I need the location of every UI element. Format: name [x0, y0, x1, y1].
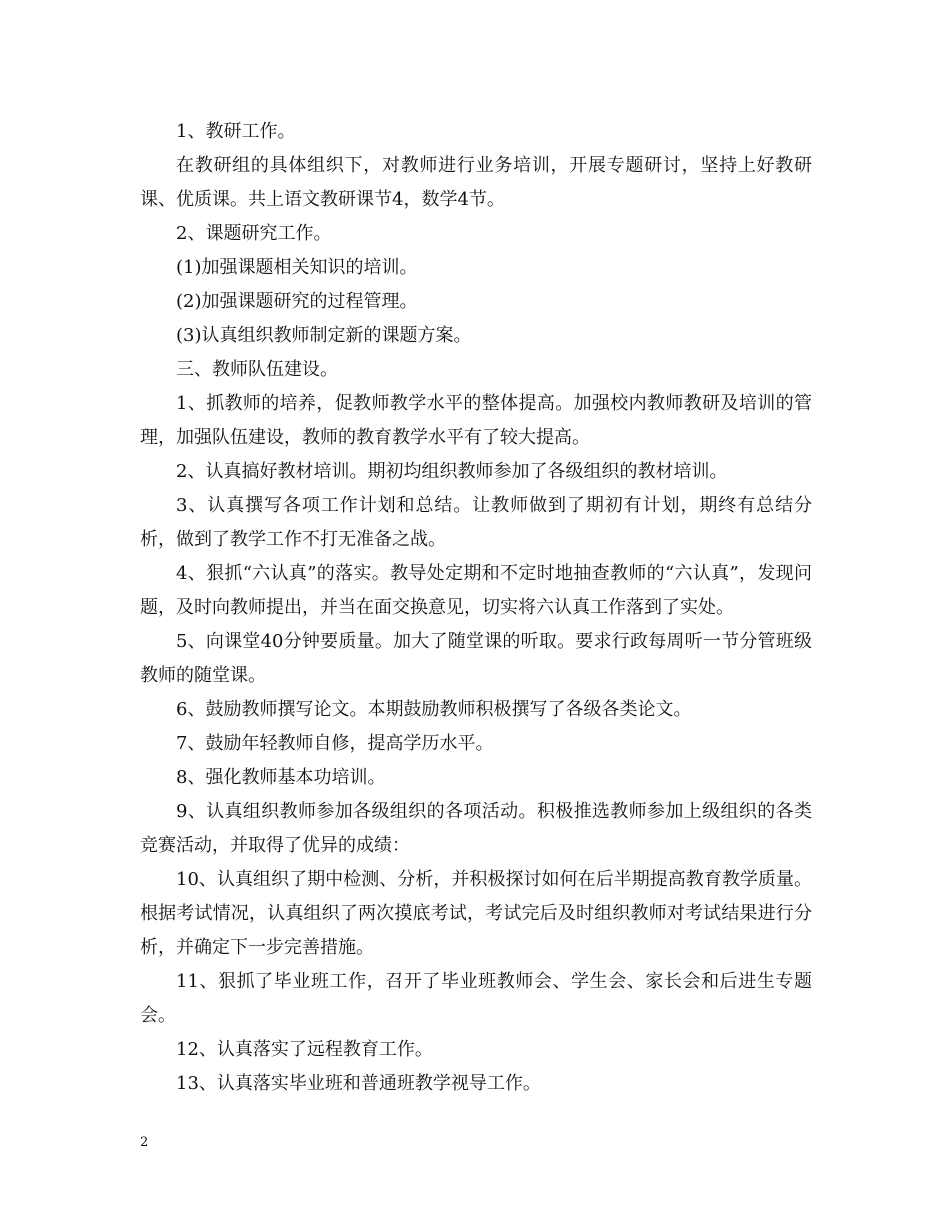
list-item: 3、认真撰写各项工作计划和总结。让教师做到了期初有计划，期终有总结分析，做到了教学工作不打无准备之战。	[140, 495, 812, 550]
section-heading-teacher-team: 三、教师队伍建设。	[176, 359, 338, 380]
document-body	[140, 115, 812, 1101]
page-number: 2	[140, 1135, 149, 1150]
list-item: 5、向课堂40分钟要质量。加大了随堂课的听取。要求行政每周听一节分管班级教师的随堂课。	[140, 631, 812, 686]
paragraph-heading-teaching-research: 1、教研工作。	[176, 121, 296, 142]
list-item: (3)认真组织教师制定新的课题方案。	[176, 325, 472, 346]
list-item: 4、狠抓“六认真”的落实。教导处定期和不定时地抽查教师的“六认真”，发现问题，及时向教师提出，并当在面交换意见，切实将六认真工作落到了实处。	[140, 563, 812, 618]
list-item: 7、鼓励年轻教师自修，提高学历水平。	[176, 733, 494, 754]
list-item: 2、认真搞好教材培训。期初均组织教师参加了各级组织的教材培训。	[176, 461, 728, 482]
list-item: 6、鼓励教师撰写论文。本期鼓励教师积极撰写了各级各类论文。	[176, 699, 692, 720]
list-item: 9、认真组织教师参加各级组织的各项活动。积极推选教师参加上级组织的各类竞赛活动，并取得了优异的成绩：	[140, 801, 812, 856]
list-item: (2)加强课题研究的过程管理。	[176, 291, 418, 312]
paragraph-heading-topic-research: 2、课题研究工作。	[176, 223, 332, 244]
paragraph: 在教研组的具体组织下，对教师进行业务培训，开展专题研讨，坚持上好教研课、优质课。共上语文教研课节4，数学4节。	[140, 155, 812, 210]
list-item: 10、认真组织了期中检测、分析，并积极探讨如何在后半期提高教育教学质量。根据考试情况，认真组织了两次摸底考试，考试完后及时组织教师对考试结果进行分析，并确定下一步完善措施。	[140, 869, 812, 958]
list-item: 13、认真落实毕业班和普通班教学视导工作。	[176, 1073, 541, 1094]
list-item: (1)加强课题相关知识的培训。	[176, 257, 418, 278]
list-item: 1、抓教师的培养，促教师教学水平的整体提高。加强校内教师教研及培训的管理，加强队伍建设，教师的教育教学水平有了较大提高。	[140, 393, 812, 448]
list-item: 12、认真落实了远程教育工作。	[176, 1039, 433, 1060]
list-item: 11、狠抓了毕业班工作，召开了毕业班教师会、学生会、家长会和后进生专题会。	[140, 971, 812, 1026]
list-item: 8、强化教师基本功培训。	[176, 767, 386, 788]
